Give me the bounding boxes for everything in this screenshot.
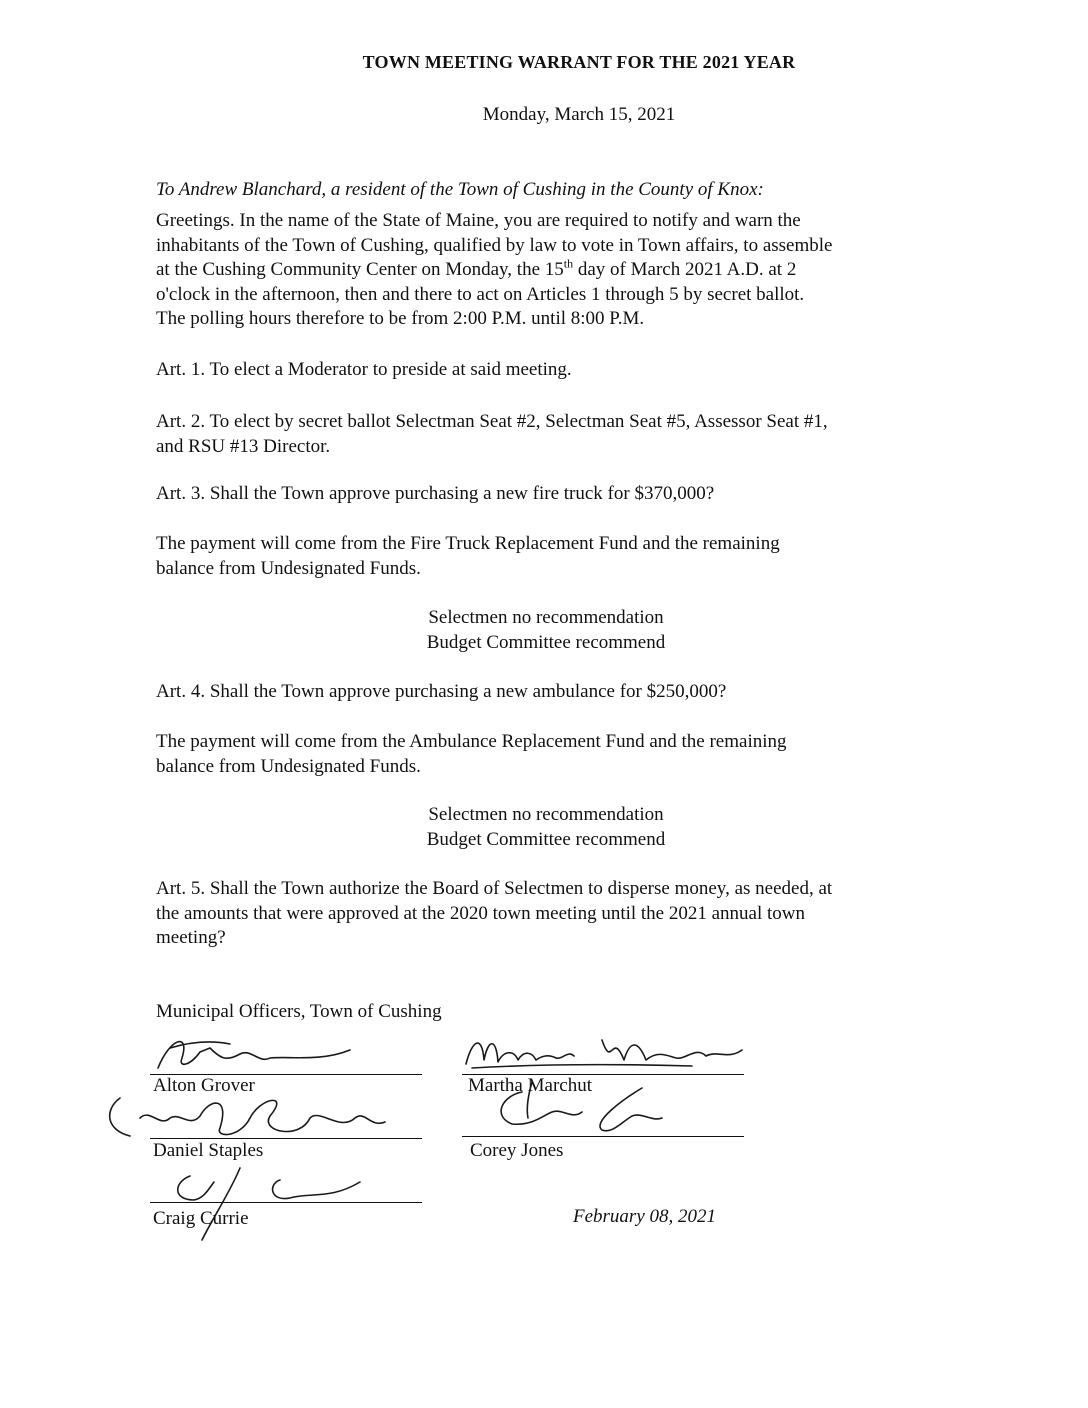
greeting-paragraph (156, 209, 936, 332)
signer-name: Corey Jones (470, 1140, 564, 1161)
signature-line (150, 1138, 422, 1139)
greeting-line: o'clock in the afternoon, then and there to act on Articles 1 through 5 by secret ballot. (156, 283, 805, 305)
signer-name: Craig Currie (153, 1208, 249, 1229)
payment-line: The payment will come from the Fire Truck Replacement Fund and the remaining (156, 533, 780, 554)
article-2 (156, 410, 936, 459)
signatures-heading: Municipal Officers, Town of Cushing (156, 1001, 442, 1022)
greeting-line: Greetings. In the name of the State of Maine, you are required to notify and warn the (156, 210, 801, 231)
article-3-payment (156, 532, 936, 581)
greeting-line: The polling hours therefore to be from 2:00 P.M. until 8:00 P.M. (156, 308, 645, 329)
article-5-line: meeting? (156, 927, 226, 948)
budget-committee-recommendation: Budget Committee recommend (426, 828, 666, 850)
signature-line (462, 1136, 744, 1137)
article-2-line: Art. 2. To elect by secret ballot Selectman Seat #2, Selectman Seat #5, Assessor Seat #1, (156, 411, 828, 432)
signer-name: Martha Marchut (468, 1075, 592, 1096)
budget-committee-recommendation: Budget Committee recommend (426, 631, 666, 653)
article-4-recommendations (156, 803, 936, 852)
greeting-line: inhabitants of the Town of Cushing, qualified by law to vote in Town affairs, to assemble (156, 234, 833, 256)
article-4-payment (156, 730, 936, 779)
selectmen-recommendation: Selectmen no recommendation (428, 804, 664, 825)
article-3-recommendations (156, 606, 936, 655)
payment-line: balance from Undesignated Funds. (156, 557, 421, 579)
addressee-line: To Andrew Blanchard, a resident of the Town of Cushing in the County of Knox: (156, 179, 764, 200)
signature-martha-marchut (462, 1020, 752, 1076)
document-title: TOWN MEETING WARRANT FOR THE 2021 YEAR (362, 52, 796, 72)
article-5 (156, 877, 936, 951)
article-4: Art. 4. Shall the Town approve purchasing a new ambulance for $250,000? (156, 681, 727, 702)
meeting-date: Monday, March 15, 2021 (482, 104, 676, 125)
payment-line: The payment will come from the Ambulance Replacement Fund and the remaining (156, 731, 787, 752)
signature-line (150, 1202, 422, 1203)
article-3: Art. 3. Shall the Town approve purchasing a new fire truck for $370,000? (156, 483, 715, 504)
article-5-line: the amounts that were approved at the 2020 town meeting until the 2021 annual town (156, 902, 806, 924)
signed-date: February 08, 2021 (573, 1206, 717, 1227)
signature-corey-jones (462, 1082, 712, 1144)
article-2-line: and RSU #13 Director. (156, 435, 331, 457)
signature-craig-currie (150, 1162, 380, 1244)
article-1: Art. 1. To elect a Moderator to preside at said meeting. (156, 359, 572, 380)
signer-name: Alton Grover (153, 1075, 255, 1096)
article-5-line: Art. 5. Shall the Town authorize the Board of Selectmen to disperse money, as needed, at (156, 878, 833, 899)
payment-line: balance from Undesignated Funds. (156, 755, 421, 777)
signature-alton-grover (150, 1028, 380, 1076)
signer-name: Daniel Staples (153, 1140, 264, 1161)
greeting-line: at the Cushing Community Center on Monday, the 15th day of March 2021 A.D. at 2 (156, 256, 797, 280)
selectmen-recommendation: Selectmen no recommendation (428, 607, 664, 628)
